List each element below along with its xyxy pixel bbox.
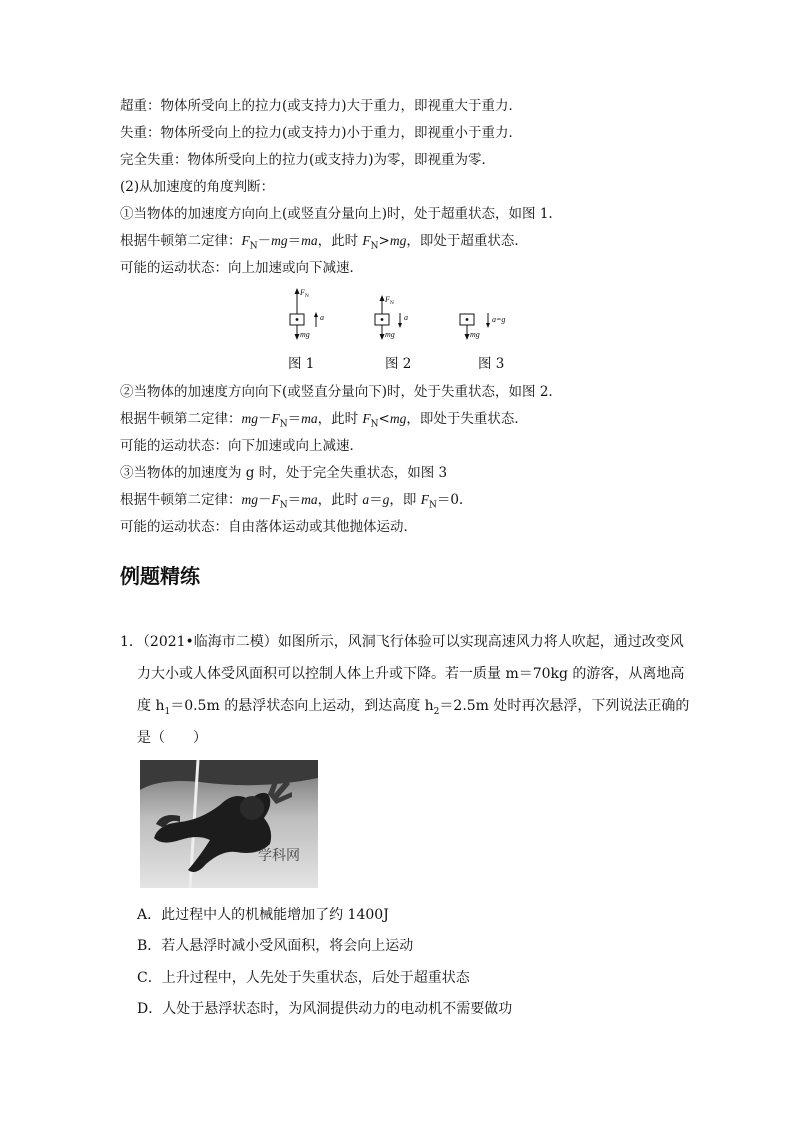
figure3-diagram [460,313,505,340]
svg-text:mg: mg [470,330,480,339]
svg-text:mg: mg [300,330,310,339]
question-line-3: 度 $h_1=0.5m$ 的悬浮状态向上运动，到达高度 $h_2=2.5m$ 处时再次悬浮，下列说法正确的 [137,698,690,717]
question-line-1: 1．（2021•临海市二模）如图所示，风洞飞行体验可以实现高速风力将人吹起，通过改变风 [120,634,684,650]
svg-text:mg: mg [385,330,395,339]
figure2-diagram [375,295,408,340]
svg-text:学科网: 学科网 [258,848,300,864]
svg-text:FN: $F_N$ [385,295,394,306]
option-b: B．若人悬浮时减小受风面积，将会向上运动 [137,938,414,954]
wind-tunnel-photo [140,760,318,888]
acceleration-heading: (2)从加速度的角度判断： [120,179,275,195]
svg-text:a: a [320,313,324,322]
case3-text: ③当物体的加速度为 g 时，处于完全失重状态，如图 3 [120,465,448,481]
figure1-caption: 图 1 [288,356,315,372]
figure2-caption: 图 2 [385,356,412,372]
option-d: D．人处于悬浮状态时，为风洞提供动力的电动机不需要做功 [137,1001,513,1017]
svg-text:a: a [404,313,408,322]
svg-text:a=g: a=g [492,315,506,324]
question-line-2: 力大小或人体受风面积可以控制人体上升或下降。若一质量 m＝70kg 的游客，从离地高 [137,666,685,682]
svg-text:FN: $F_N$ [300,288,309,299]
case1-motion: 可能的运动状态：向上加速或向下减速． [120,260,363,276]
figure3-caption: 图 3 [478,356,505,372]
case2-motion: 可能的运动状态：向下加速或向上减速． [120,438,363,454]
case2-text: ②当物体的加速度方向向下(或竖直分量向下)时，处于失重状态，如图 2. [120,384,553,400]
case3-law: 根据牛顿第二定律：$mg-F_N=ma$，此时 a＝g，即 $F_N=0$. [120,492,464,511]
case2-law: 根据牛顿第二定律：$mg-F_N=ma$，此时 $F_N<mg$，即处于失重状态． [120,411,528,430]
option-c: C．上升过程中，人先处于失重状态，后处于超重状态 [137,970,470,986]
section-title: 例题精练 [120,564,200,588]
case1-text: ①当物体的加速度方向向上(或竖直分量向上)时，处于超重状态，如图 1. [120,206,553,222]
overweight-definition: 超重：物体所受向上的拉力(或支持力)大于重力，即视重大于重力． [120,98,523,114]
question-line-4: 是（ ） [137,730,207,746]
weightless-definition: 完全失重：物体所受向上的拉力(或支持力)为零，即视重为零． [120,152,496,168]
figure1-diagram [290,288,324,340]
option-a: A．此过程中人的机械能增加了约 1400J [137,907,389,923]
case3-motion: 可能的运动状态：自由落体运动或其他抛体运动． [120,519,417,535]
underweight-definition: 失重：物体所受向上的拉力(或支持力)小于重力，即视重小于重力． [120,125,523,141]
case1-law: 根据牛顿第二定律：$F_N-mg=ma$，此时 $F_N>mg$，即处于超重状态． [120,233,528,252]
